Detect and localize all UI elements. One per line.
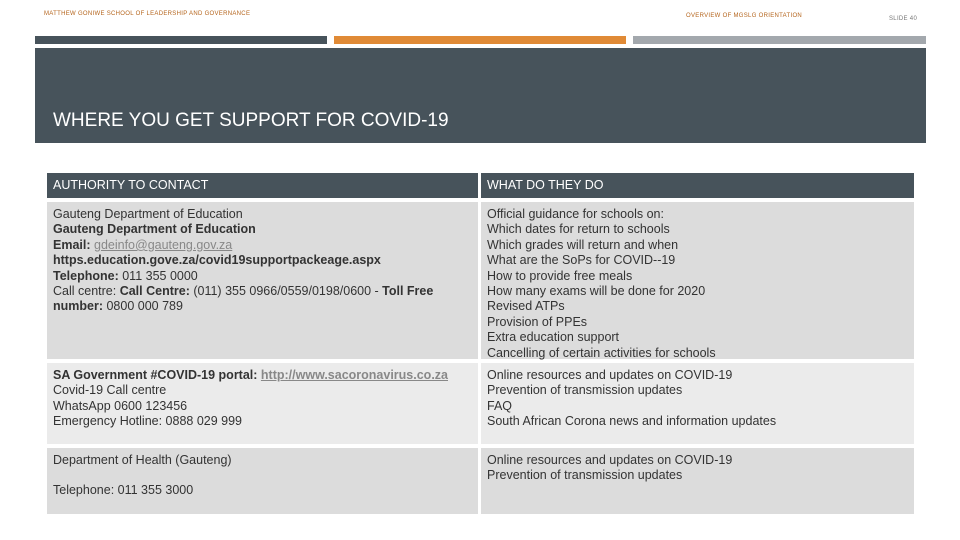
column-header-what: WHAT DO THEY DO — [481, 173, 914, 200]
toll-free-number-label: number: — [53, 299, 107, 314]
list-item: Online resources and updates on COVID-19 — [487, 453, 733, 467]
telephone-number: Telephone: 011 355 3000 — [53, 483, 194, 498]
accent-bar-grey — [633, 36, 926, 44]
school-name: MATTHEW GONIWE SCHOOL OF LEADERSHIP AND GOVERNANCE — [44, 11, 251, 17]
list-item: Prevention of transmission updates — [487, 383, 683, 398]
toll-free-label: Toll Free — [382, 284, 434, 299]
toll-free-number: 0800 000 789 — [106, 299, 183, 314]
list-item: Which dates for return to schools — [487, 222, 670, 237]
table-row-1-what — [481, 202, 914, 361]
list-item: Prevention of transmission updates — [487, 468, 683, 483]
list-item: Emergency Hotline: 0888 029 999 — [53, 414, 243, 429]
call-centre-numbers: (011) 355 0966/0559/0198/0600 - — [193, 284, 383, 299]
list-item: How to provide free meals — [487, 268, 633, 283]
call-centre-label: Call Centre: — [119, 284, 194, 299]
list-item: Which grades will return and when — [487, 237, 679, 252]
list-item: What are the SoPs for COVID--19 — [487, 253, 676, 268]
list-item: Official guidance for schools on: — [487, 207, 664, 221]
department-name: Department of Health (Gauteng) — [53, 453, 232, 467]
list-item: Covid-19 Call centre — [53, 383, 167, 398]
section-label: OVERVIEW OF MGSLG ORIENTATION — [686, 13, 803, 19]
list-item: South African Corona news and information updates — [487, 414, 777, 429]
title-banner — [35, 48, 926, 143]
list-item: Revised ATPs — [487, 299, 565, 314]
accent-bar-orange — [334, 36, 626, 44]
table-row-3-authority — [47, 448, 478, 516]
authority-name: Gauteng Department of Education — [53, 207, 243, 221]
list-item: Cancelling of certain activities for schools — [487, 345, 716, 360]
table-row-2-authority — [47, 363, 478, 446]
list-item: WhatsApp 0600 123456 — [53, 398, 188, 413]
call-centre-prefix: Call centre: — [53, 284, 120, 299]
telephone-label: Telephone: — [53, 268, 123, 283]
list-item: Online resources and updates on COVID-19 — [487, 368, 733, 382]
list-item: Provision of PPEs — [487, 314, 588, 329]
table-row-1-authority — [47, 202, 478, 361]
list-item: FAQ — [487, 398, 513, 413]
accent-bar-slate — [35, 36, 327, 44]
table-row-2-what — [481, 363, 914, 446]
column-header-authority: AUTHORITY TO CONTACT — [47, 173, 478, 200]
list-item: Extra education support — [487, 330, 620, 345]
portal-label: SA Government #COVID-19 portal: — [53, 368, 261, 382]
portal-link[interactable]: http://www.sacoronavirus.co.za — [260, 368, 448, 382]
telephone-number: 011 355 0000 — [122, 268, 198, 283]
email-link[interactable]: gdeinfo@gauteng.gov.za — [94, 237, 233, 252]
table-row-3-what — [481, 448, 914, 516]
list-item: How many exams will be done for 2020 — [487, 284, 706, 299]
support-url: https.education.gove.za/covid19supportpackeage.aspx — [53, 253, 381, 268]
authority-name-bold: Gauteng Department of Education — [53, 222, 256, 237]
page-title: WHERE YOU GET SUPPORT FOR COVID-19 — [53, 110, 449, 131]
slide-number: SLIDE 40 — [889, 16, 918, 22]
email-label: Email: — [53, 237, 94, 252]
